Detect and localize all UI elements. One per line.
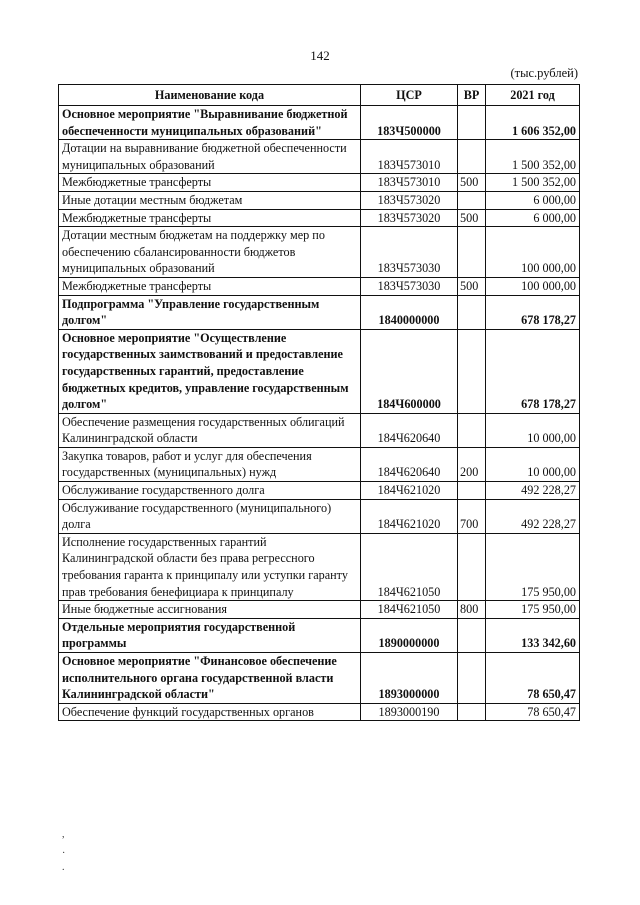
row-code: 183Ч573030 bbox=[361, 277, 458, 295]
row-code: 1840000000 bbox=[361, 295, 458, 329]
row-code: 1893000190 bbox=[361, 703, 458, 721]
row-name: Основное мероприятие "Осуществление государственных заимствований и предоставление государственных гарантий, предоставление бюджетных кредитов, управление государственным долгом" bbox=[59, 329, 361, 413]
row-code: 1890000000 bbox=[361, 618, 458, 652]
units-label: (тыс.рублей) bbox=[510, 66, 578, 80]
row-sum: 6 000,00 bbox=[486, 209, 580, 227]
row-name: Обеспечение размещения государственных облигаций Калининградской области bbox=[59, 413, 361, 447]
row-name: Исполнение государственных гарантий Калининградской области без права регрессного требования гаранта к принципалу или уступки гаранту прав требования бенефициара к принципалу bbox=[59, 533, 361, 600]
row-sum: 1 500 352,00 bbox=[486, 174, 580, 192]
header-vr: ВР bbox=[458, 85, 486, 106]
row-sum: 492 228,27 bbox=[486, 499, 580, 533]
margin-mark: · bbox=[62, 848, 66, 859]
row-code: 184Ч620640 bbox=[361, 413, 458, 447]
table-row bbox=[59, 329, 580, 413]
row-vr bbox=[458, 653, 486, 704]
row-sum: 678 178,27 bbox=[486, 329, 580, 413]
margin-mark: . bbox=[62, 862, 65, 873]
row-name: Обслуживание государственного долга bbox=[59, 482, 361, 500]
row-sum: 678 178,27 bbox=[486, 295, 580, 329]
row-name: Закупка товаров, работ и услуг для обеспечения государственных (муниципальных) нужд bbox=[59, 447, 361, 481]
row-sum: 1 500 352,00 bbox=[486, 140, 580, 174]
row-name: Иные бюджетные ассигнования bbox=[59, 601, 361, 619]
row-name: Межбюджетные трансферты bbox=[59, 174, 361, 192]
row-code: 184Ч621020 bbox=[361, 482, 458, 500]
table-row bbox=[59, 106, 580, 140]
table-row bbox=[59, 653, 580, 704]
budget-table bbox=[58, 84, 580, 721]
row-name: Подпрограмма "Управление государственным долгом" bbox=[59, 295, 361, 329]
page-number: 142 bbox=[310, 48, 330, 63]
table-row bbox=[59, 277, 580, 295]
row-vr bbox=[458, 482, 486, 500]
row-vr bbox=[458, 227, 486, 278]
row-name: Основное мероприятие "Выравнивание бюджетной обеспеченности муниципальных образований" bbox=[59, 106, 361, 140]
row-code: 183Ч573010 bbox=[361, 140, 458, 174]
row-name: Межбюджетные трансферты bbox=[59, 277, 361, 295]
row-code: 183Ч573030 bbox=[361, 227, 458, 278]
row-sum: 10 000,00 bbox=[486, 413, 580, 447]
row-sum: 78 650,47 bbox=[486, 703, 580, 721]
row-vr bbox=[458, 703, 486, 721]
row-code: 184Ч620640 bbox=[361, 447, 458, 481]
table-row bbox=[59, 295, 580, 329]
row-sum: 1 606 352,00 bbox=[486, 106, 580, 140]
row-sum: 492 228,27 bbox=[486, 482, 580, 500]
table-row bbox=[59, 174, 580, 192]
table-row bbox=[59, 499, 580, 533]
row-code: 1893000000 bbox=[361, 653, 458, 704]
row-code: 183Ч573020 bbox=[361, 191, 458, 209]
row-vr: 800 bbox=[458, 601, 486, 619]
row-vr: 500 bbox=[458, 277, 486, 295]
row-vr bbox=[458, 295, 486, 329]
row-code: 183Ч500000 bbox=[361, 106, 458, 140]
row-name: Иные дотации местным бюджетам bbox=[59, 191, 361, 209]
row-code: 184Ч621020 bbox=[361, 499, 458, 533]
row-vr: 500 bbox=[458, 209, 486, 227]
row-vr: 700 bbox=[458, 499, 486, 533]
row-code: 184Ч621050 bbox=[361, 533, 458, 600]
table-row bbox=[59, 209, 580, 227]
row-vr bbox=[458, 106, 486, 140]
row-name: Основное мероприятие "Финансовое обеспечение исполнительного органа государственной власти Калининградской области" bbox=[59, 653, 361, 704]
row-sum: 78 650,47 bbox=[486, 653, 580, 704]
table-row bbox=[59, 703, 580, 721]
table-row bbox=[59, 618, 580, 652]
row-sum: 175 950,00 bbox=[486, 533, 580, 600]
row-vr bbox=[458, 191, 486, 209]
margin-mark: , bbox=[62, 829, 65, 840]
row-name: Дотации на выравнивание бюджетной обеспеченности муниципальных образований bbox=[59, 140, 361, 174]
row-vr bbox=[458, 618, 486, 652]
row-vr bbox=[458, 140, 486, 174]
table-row bbox=[59, 413, 580, 447]
header-sum: 2021 год bbox=[486, 85, 580, 106]
row-sum: 175 950,00 bbox=[486, 601, 580, 619]
row-code: 184Ч600000 bbox=[361, 329, 458, 413]
row-code: 184Ч621050 bbox=[361, 601, 458, 619]
row-vr bbox=[458, 413, 486, 447]
row-name: Обслуживание государственного (муниципального) долга bbox=[59, 499, 361, 533]
row-vr: 500 bbox=[458, 174, 486, 192]
table-row bbox=[59, 447, 580, 481]
row-vr: 200 bbox=[458, 447, 486, 481]
row-sum: 6 000,00 bbox=[486, 191, 580, 209]
row-sum: 133 342,60 bbox=[486, 618, 580, 652]
row-name: Отдельные мероприятия государственной программы bbox=[59, 618, 361, 652]
row-name: Межбюджетные трансферты bbox=[59, 209, 361, 227]
table-row bbox=[59, 227, 580, 278]
table-row bbox=[59, 140, 580, 174]
row-name: Обеспечение функций государственных органов bbox=[59, 703, 361, 721]
row-vr bbox=[458, 329, 486, 413]
table-row bbox=[59, 482, 580, 500]
table-row bbox=[59, 191, 580, 209]
row-code: 183Ч573010 bbox=[361, 174, 458, 192]
header-code: ЦСР bbox=[361, 85, 458, 106]
row-sum: 10 000,00 bbox=[486, 447, 580, 481]
row-sum: 100 000,00 bbox=[486, 227, 580, 278]
table-row bbox=[59, 533, 580, 600]
row-code: 183Ч573020 bbox=[361, 209, 458, 227]
row-sum: 100 000,00 bbox=[486, 277, 580, 295]
table-body bbox=[59, 106, 580, 721]
table-row bbox=[59, 601, 580, 619]
header-name: Наименование кода bbox=[59, 85, 361, 106]
row-name: Дотации местным бюджетам на поддержку мер по обеспечению сбалансированности бюджетов муниципальных образований bbox=[59, 227, 361, 278]
table-header-row bbox=[59, 85, 580, 106]
row-vr bbox=[458, 533, 486, 600]
